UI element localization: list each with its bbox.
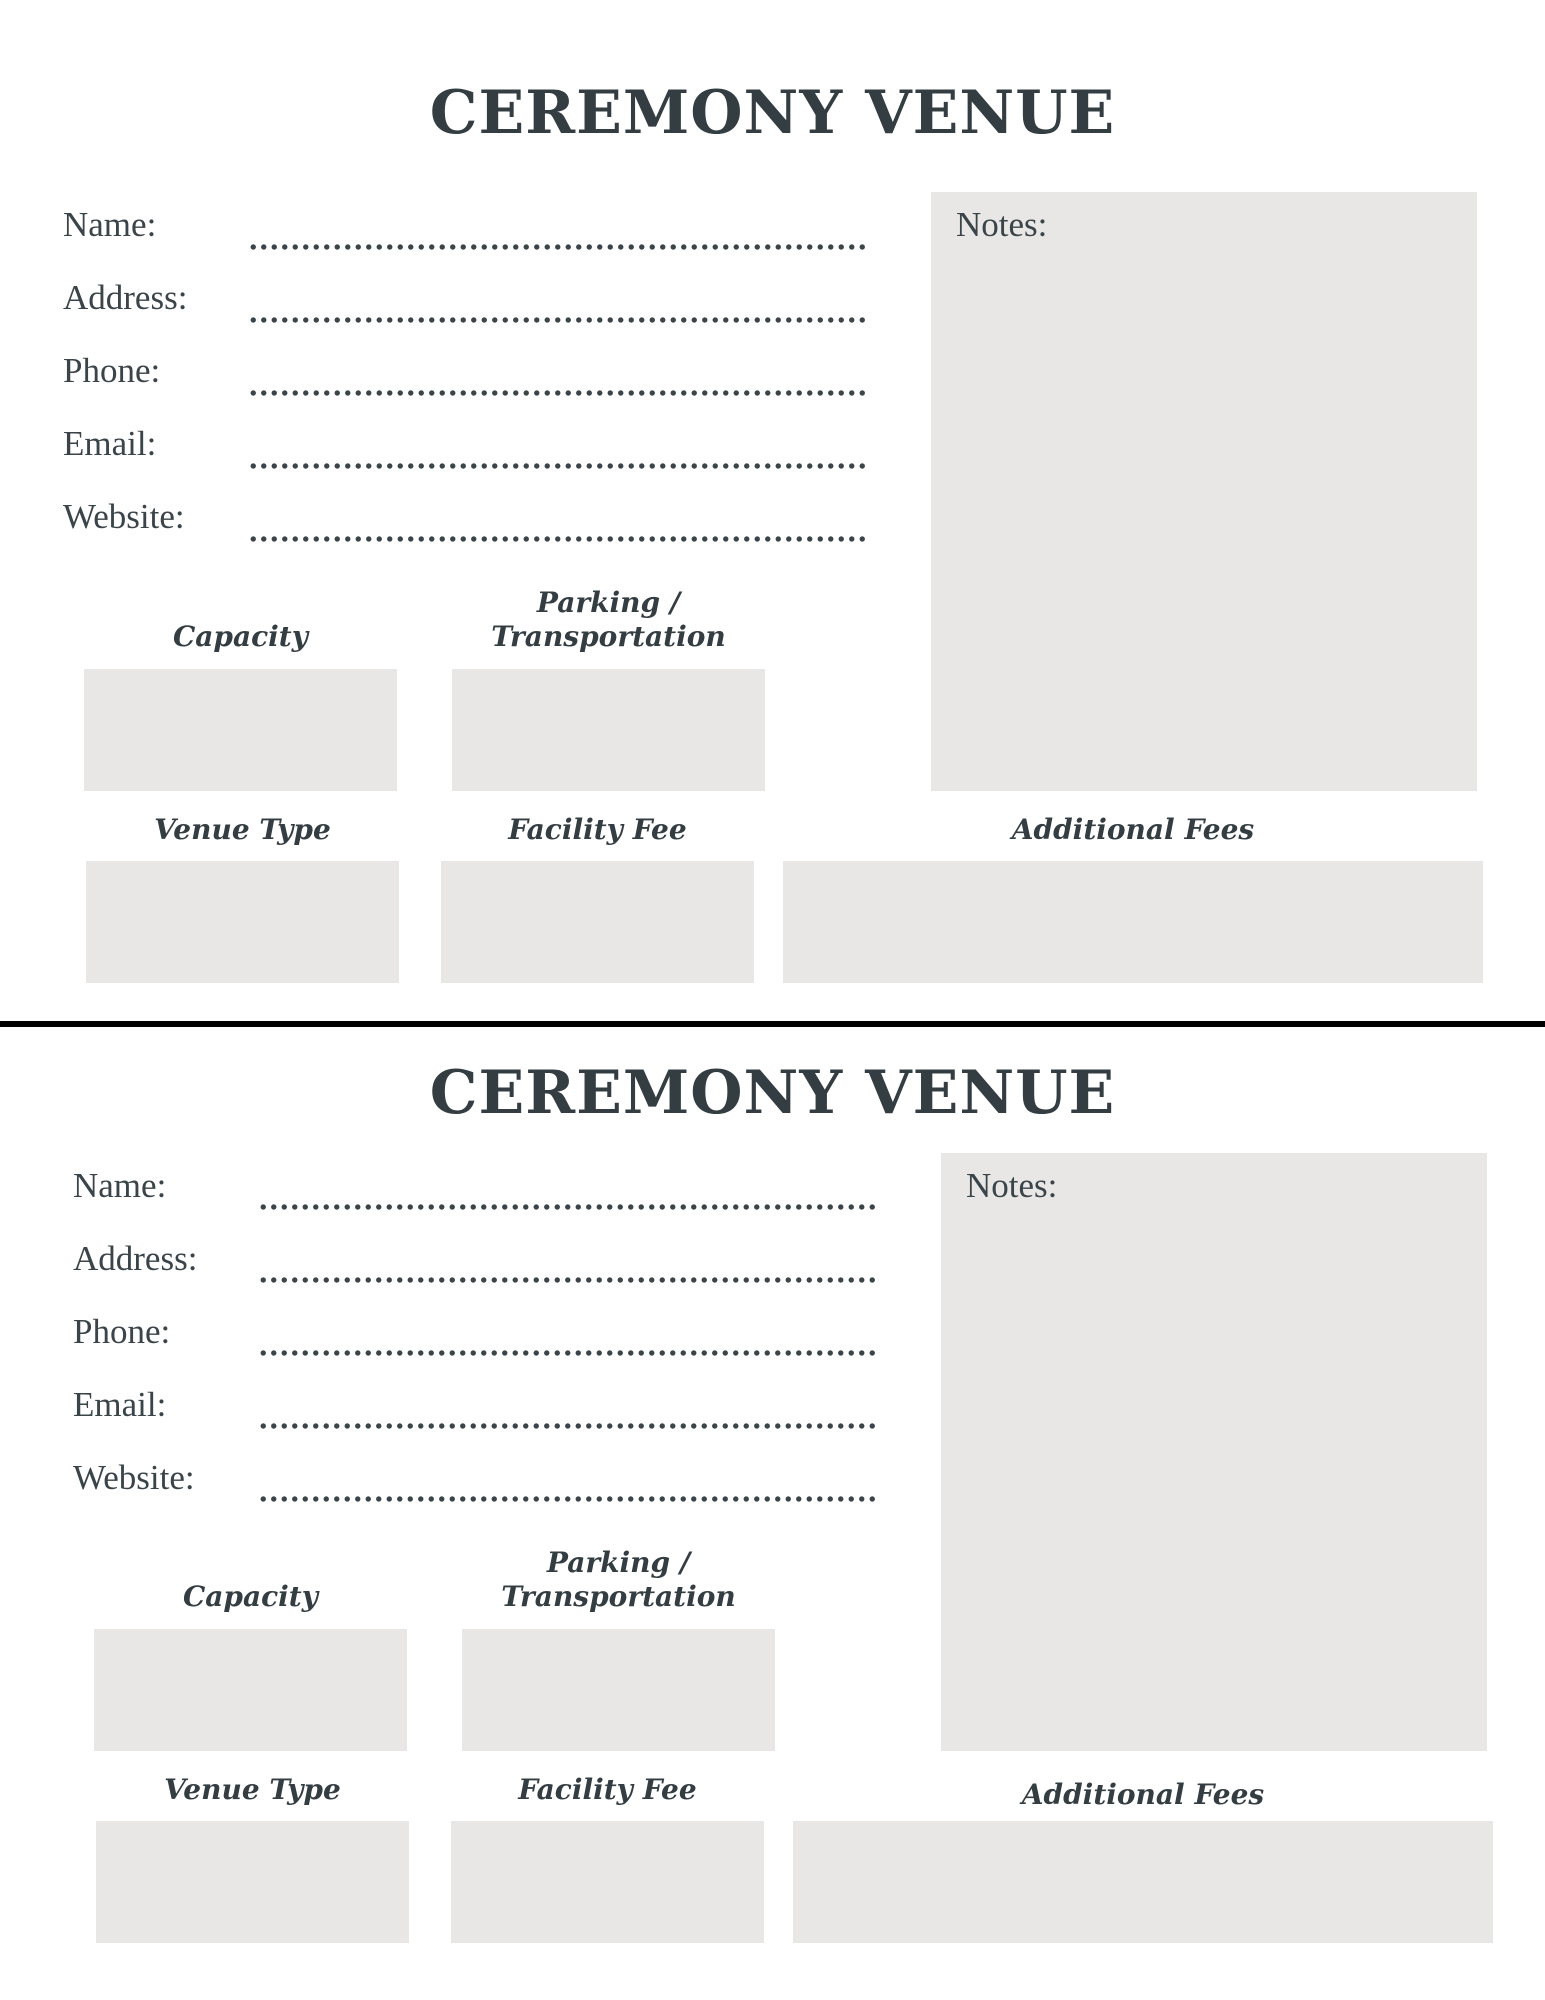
facility-fee-box[interactable] (441, 861, 754, 983)
address-field[interactable] (248, 317, 868, 323)
notes-box[interactable] (941, 1153, 1487, 1751)
venue-type-label: Venue Type (164, 1773, 341, 1806)
address-label: Address: (73, 1239, 198, 1278)
email-field[interactable] (258, 1423, 878, 1429)
name-field[interactable] (248, 244, 868, 250)
parking-label-line2: Transportation (501, 1580, 736, 1613)
email-field[interactable] (248, 463, 868, 469)
phone-field[interactable] (258, 1350, 878, 1356)
facility-fee-label: Facility Fee (508, 813, 687, 846)
parking-label (462, 1546, 775, 1614)
name-field[interactable] (258, 1204, 878, 1210)
parking-box[interactable] (462, 1629, 775, 1751)
capacity-box[interactable] (84, 669, 397, 791)
parking-label-line1: Parking / (546, 1546, 691, 1579)
notes-label: Notes: (956, 205, 1048, 244)
parking-label (452, 586, 765, 654)
email-label: Email: (63, 424, 157, 463)
email-label: Email: (73, 1385, 167, 1424)
address-label: Address: (63, 278, 188, 317)
venue-type-label: Venue Type (154, 813, 331, 846)
additional-fees-label: Additional Fees (1011, 813, 1255, 846)
phone-field[interactable] (248, 390, 868, 396)
name-label: Name: (73, 1166, 167, 1205)
form-title: CEREMONY VENUE (429, 78, 1116, 148)
facility-fee-label: Facility Fee (518, 1773, 697, 1806)
facility-fee-box[interactable] (451, 1821, 764, 1943)
notes-label: Notes: (966, 1166, 1058, 1205)
website-label: Website: (73, 1458, 195, 1497)
parking-label-line2: Transportation (491, 620, 726, 653)
notes-box[interactable] (931, 192, 1477, 791)
website-field[interactable] (258, 1496, 878, 1502)
additional-fees-box[interactable] (783, 861, 1483, 983)
venue-type-box[interactable] (86, 861, 399, 983)
website-field[interactable] (248, 536, 868, 542)
parking-box[interactable] (452, 669, 765, 791)
capacity-box[interactable] (94, 1629, 407, 1751)
capacity-label: Capacity (182, 1580, 319, 1613)
parking-label-line1: Parking / (536, 586, 681, 619)
form-title: CEREMONY VENUE (429, 1058, 1116, 1128)
capacity-label: Capacity (172, 620, 309, 653)
additional-fees-box[interactable] (793, 1821, 1493, 1943)
phone-label: Phone: (73, 1312, 171, 1351)
additional-fees-label: Additional Fees (1021, 1778, 1265, 1811)
name-label: Name: (63, 205, 157, 244)
address-field[interactable] (258, 1277, 878, 1283)
venue-type-box[interactable] (96, 1821, 409, 1943)
venue-form-bottom (0, 1000, 1545, 2000)
phone-label: Phone: (63, 351, 161, 390)
website-label: Website: (63, 497, 185, 536)
